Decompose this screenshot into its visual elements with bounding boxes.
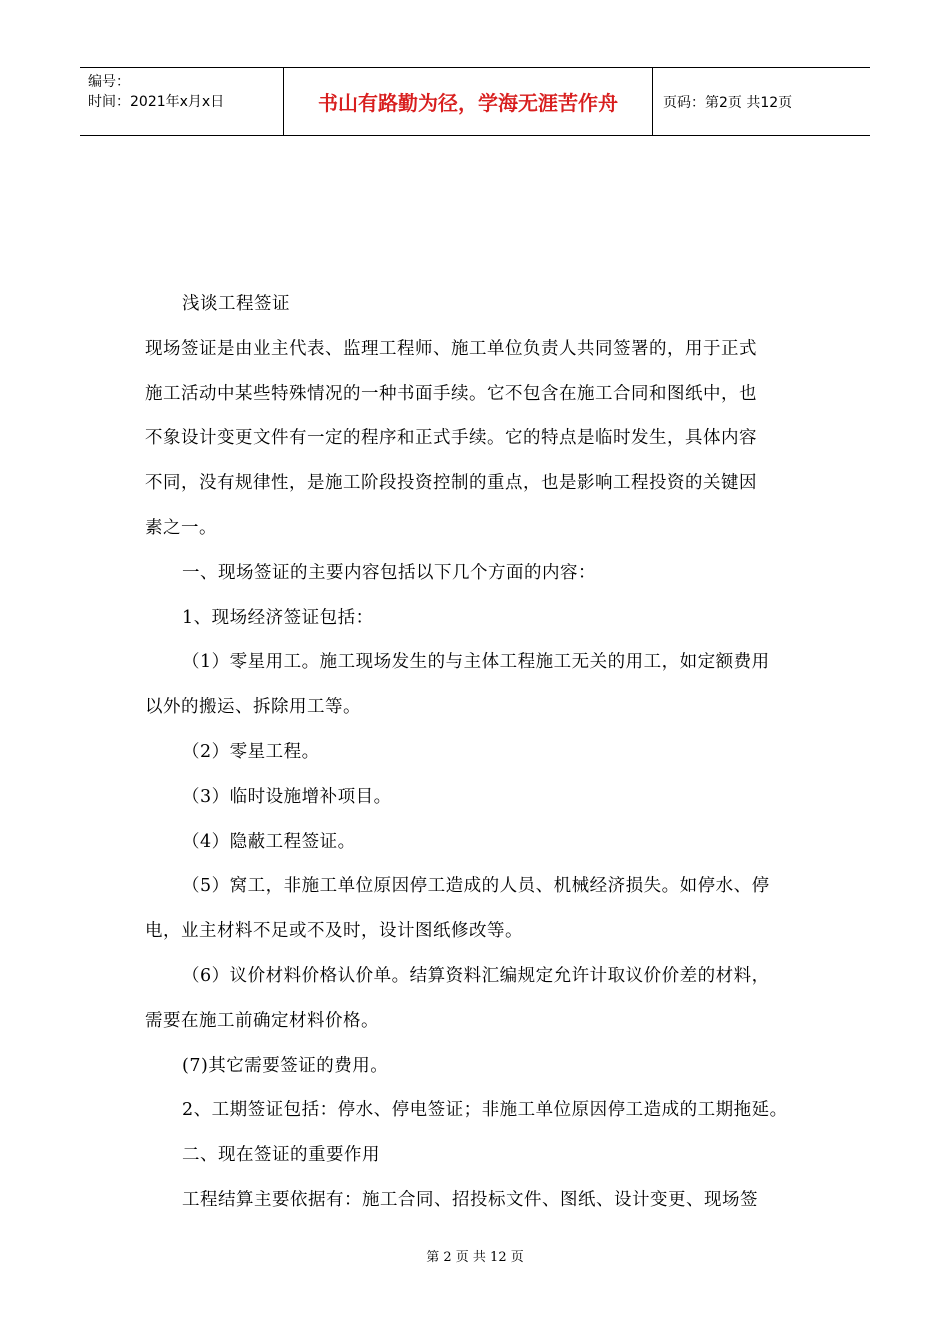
list-item: （6）议价材料价格认价单。结算资料汇编规定允许计取议价价差的材料， (182, 965, 770, 986)
header-meta (80, 68, 283, 135)
paragraph-line: 工程结算主要依据有：施工合同、招投标文件、图纸、设计变更、现场签 (182, 1189, 758, 1210)
paragraph-line: 以外的搬运、拆除用工等。 (145, 697, 361, 718)
paragraph-line: 施工活动中某些特殊情况的一种书面手续。它不包含在施工合同和图纸中，也 (145, 383, 757, 404)
paragraph-line: 素之一。 (145, 517, 217, 538)
header-motto: 书山有路勤为径，学海无涯苦作舟 (283, 68, 653, 135)
paragraph-line: 需要在施工前确定材料价格。 (145, 1010, 379, 1031)
page-footer: 第 2 页 共 12 页 (426, 1250, 524, 1265)
section-heading: 二、现在签证的重要作用 (182, 1145, 380, 1166)
document-body (145, 282, 825, 1223)
section-heading: 一、现场签证的主要内容包括以下几个方面的内容： (182, 562, 596, 583)
time-label: 时间：2021年x月x日 (88, 94, 225, 110)
document-title: 浅谈工程签证 (182, 294, 290, 314)
list-item: （3）临时设施增补项目。 (182, 786, 392, 807)
header-table (80, 67, 870, 136)
subsection-heading: 2、工期签证包括：停水、停电签证；非施工单位原因停工造成的工期拖延。 (182, 1100, 788, 1121)
paragraph-line: 不同，没有规律性，是施工阶段投资控制的重点，也是影响工程投资的关键因 (145, 473, 757, 494)
paragraph-line: 不象设计变更文件有一定的程序和正式手续。它的特点是临时发生，具体内容 (145, 428, 757, 449)
paragraph-line: 电，业主材料不足或不及时，设计图纸修改等。 (145, 921, 523, 942)
header-page-info: 页码：第2页 共12页 (663, 94, 793, 111)
subsection-heading: 1、现场经济签证包括： (182, 607, 374, 628)
list-item: (7)其它需要签证的费用。 (182, 1055, 389, 1076)
list-item: （1）零星用工。施工现场发生的与主体工程施工无关的用工，如定额费用 (182, 652, 770, 673)
list-item: （4）隐蔽工程签证。 (182, 831, 356, 852)
number-label: 编号： (88, 74, 130, 90)
paragraph-line: 现场签证是由业主代表、监理工程师、施工单位负责人共同签署的，用于正式 (145, 338, 757, 359)
list-item: （5）窝工，非施工单位原因停工造成的人员、机械经济损失。如停水、停 (182, 876, 770, 897)
list-item: （2）零星工程。 (182, 741, 320, 762)
